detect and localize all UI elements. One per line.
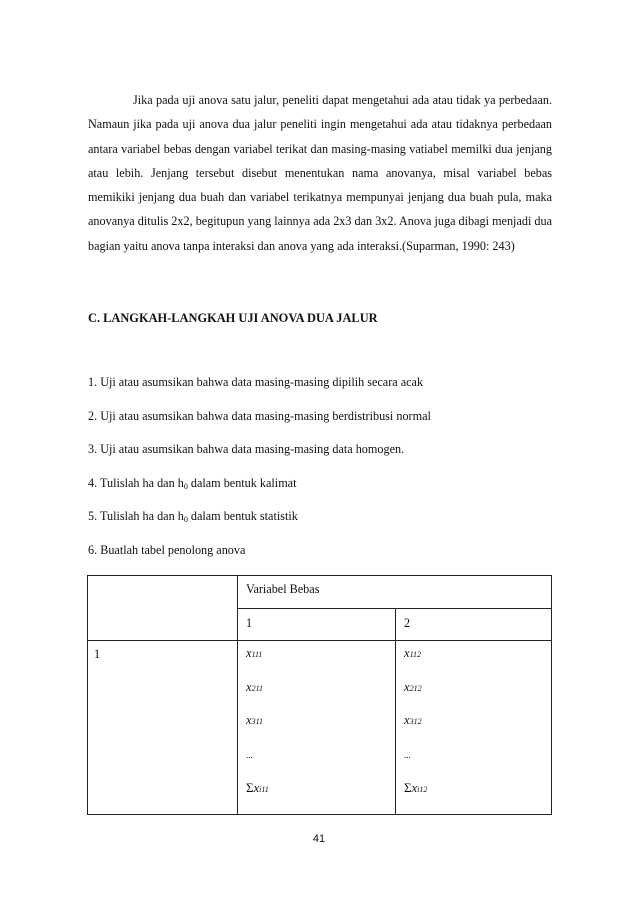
step-item: 3. Uji atau asumsikan bahwa data masing-masing data homogen. [88,442,405,456]
step-item: 2. Uji atau asumsikan bahwa data masing-masing berdistribusi normal [88,408,431,423]
step-item: 4. Tulislah ha dan $h_0$ dalam bentuk kalimat [88,475,297,491]
paragraph-text: Jika pada uji anova satu jalur, peneliti dapat mengetahui ada atau tidak ya perbedaan. Namaun jika pada uji anova dua jalur peneliti ingin mengetahui ada atau tidaknya perbedaan antara variabel bebas dengan variabel terikat dan masing-masing vatiabel memilki dua jenjang atau lebih. Jenjang tersebut disebut menentukan nama anovanya, misal variabel bebas memikiki jenjang dua buah dan variabel terikatnya mempunyai jenjang dua buah pula, maka anovanya ditulis 2x2, begitupun yang lainnya ada 2x3 dan 3x2. Anova juga dibagi menjadi dua bagian yaitu anova tanpa interaksi dan anova yang ada interaksi.(Suparman, 1990: 243) [88,93,552,253]
step-item: 6. Buatlah tabel penolong anova [88,542,246,557]
cell-value: Σxi11 [246,780,269,795]
body-paragraph [88,88,552,258]
table-col-2-label: 2 [396,609,552,641]
table-row-label: 1 [88,641,238,815]
cell-value: x212 [404,679,422,694]
page-number: 41 [312,833,326,845]
table-empty-corner [88,576,238,641]
step-item: 5. Tulislah ha dan $h_0$ dalam bentuk statistik [88,509,298,524]
table-col-1-label: 1 [238,609,396,641]
cell-value: x211 [246,679,263,694]
section-heading: C. LANGKAH-LANGKAH UJI ANOVA DUA JALUR [88,311,378,325]
cell-value: x311 [246,713,263,727]
table-header-variabel-bebas: Variabel Bebas [238,576,552,609]
anova-helper-table [87,575,552,815]
cell-value: x112 [404,646,421,660]
cell-value: x111 [246,646,263,660]
cell-value: ... [404,749,411,760]
table-col-1-cells [238,641,396,815]
cell-value: ... [246,749,253,760]
table-col-2-cells [396,641,552,815]
cell-value: Σxi12 [404,780,428,795]
cell-value: x312 [404,713,422,727]
steps-list [88,372,431,573]
step-item: 1. Uji atau asumsikan bahwa data masing-masing dipilih secara acak [88,375,424,389]
